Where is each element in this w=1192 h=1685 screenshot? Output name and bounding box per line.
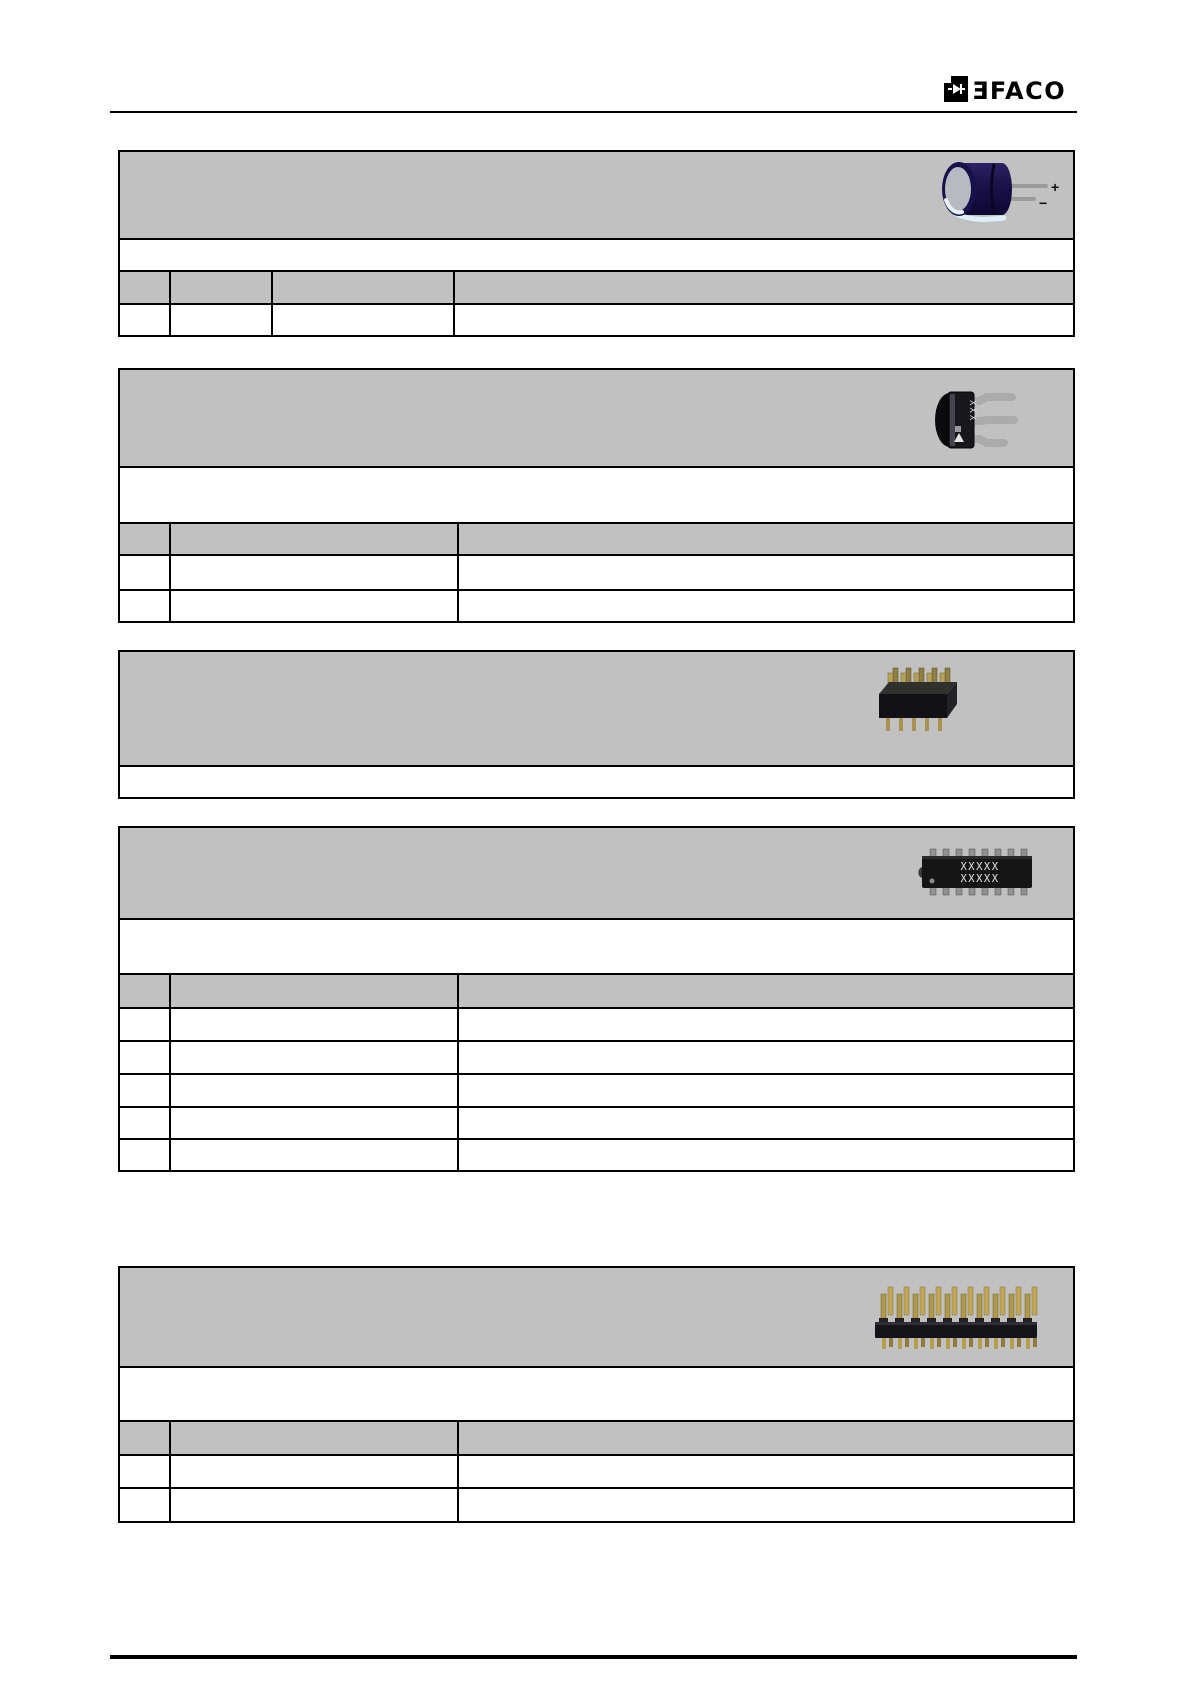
transistor-marking: XXX bbox=[967, 400, 977, 423]
component-image-cell bbox=[119, 651, 1074, 766]
ic-section bbox=[118, 826, 1075, 1172]
data-cell bbox=[119, 590, 170, 622]
data-cell bbox=[458, 1008, 1074, 1041]
data-cell bbox=[170, 555, 458, 590]
header-cell bbox=[170, 523, 458, 555]
description-row bbox=[119, 467, 1074, 523]
table-header-row bbox=[119, 271, 1074, 304]
pin-header-image bbox=[873, 1284, 1043, 1356]
to92-transistor-image bbox=[926, 384, 1021, 456]
header-cell bbox=[170, 974, 458, 1008]
data-cell bbox=[170, 1074, 458, 1107]
dip-ic-image bbox=[917, 843, 1037, 901]
ic-table bbox=[118, 826, 1075, 1172]
description-row bbox=[119, 919, 1074, 974]
image-row bbox=[119, 827, 1074, 919]
description-row bbox=[119, 1367, 1074, 1421]
data-cell bbox=[458, 1107, 1074, 1139]
data-cell bbox=[170, 590, 458, 622]
component-image-cell bbox=[119, 827, 1074, 919]
data-cell bbox=[458, 590, 1074, 622]
header-cell bbox=[170, 271, 272, 304]
data-cell bbox=[458, 1139, 1074, 1171]
data-cell bbox=[119, 1455, 170, 1488]
data-cell bbox=[119, 304, 170, 336]
table-row bbox=[119, 1455, 1074, 1488]
image-row bbox=[119, 1267, 1074, 1367]
befaco-logo bbox=[942, 74, 1074, 104]
data-cell bbox=[458, 1074, 1074, 1107]
box-header-table bbox=[118, 650, 1075, 799]
table-header-row bbox=[119, 1421, 1074, 1455]
image-row bbox=[119, 651, 1074, 766]
header-cell bbox=[119, 271, 170, 304]
table-row bbox=[119, 555, 1074, 590]
data-cell bbox=[119, 1008, 170, 1041]
header-cell bbox=[170, 1421, 458, 1455]
description-cell bbox=[119, 919, 1074, 974]
table-header-row bbox=[119, 974, 1074, 1008]
description-cell bbox=[119, 766, 1074, 798]
table-row bbox=[119, 1488, 1074, 1522]
table-row bbox=[119, 1041, 1074, 1074]
table-row bbox=[119, 1107, 1074, 1139]
idc-box-header-image bbox=[873, 662, 961, 740]
data-cell bbox=[170, 1041, 458, 1074]
electrolytic-capacitor-section bbox=[118, 150, 1075, 337]
description-cell bbox=[119, 467, 1074, 523]
data-cell bbox=[458, 555, 1074, 590]
header-cell bbox=[272, 271, 454, 304]
data-cell bbox=[119, 1107, 170, 1139]
data-cell bbox=[119, 555, 170, 590]
pin-header-section bbox=[118, 1266, 1075, 1523]
description-cell bbox=[119, 239, 1074, 271]
table-header-row bbox=[119, 523, 1074, 555]
table-row bbox=[119, 590, 1074, 622]
data-cell bbox=[170, 1139, 458, 1171]
data-cell bbox=[170, 1455, 458, 1488]
data-cell bbox=[119, 1074, 170, 1107]
data-cell bbox=[454, 304, 1074, 336]
logo-text: ƎFACO bbox=[972, 77, 1067, 104]
transistor-table bbox=[118, 368, 1075, 623]
header-cell bbox=[458, 974, 1074, 1008]
data-cell bbox=[458, 1488, 1074, 1522]
data-cell bbox=[119, 1139, 170, 1171]
box-header-section bbox=[118, 650, 1075, 799]
ic-marking-line2: XXXXX bbox=[960, 873, 1000, 885]
polarity-minus-label: − bbox=[1039, 195, 1048, 211]
data-cell bbox=[272, 304, 454, 336]
capacitor-table bbox=[118, 150, 1075, 337]
data-cell bbox=[170, 304, 272, 336]
table-row bbox=[119, 1139, 1074, 1171]
data-cell bbox=[119, 1041, 170, 1074]
header-cell bbox=[458, 523, 1074, 555]
pin-header-table bbox=[118, 1266, 1075, 1523]
header-cell bbox=[119, 974, 170, 1008]
image-row bbox=[119, 151, 1074, 239]
image-row bbox=[119, 369, 1074, 467]
header-cell bbox=[454, 271, 1074, 304]
header-cell bbox=[119, 523, 170, 555]
data-cell bbox=[170, 1008, 458, 1041]
data-cell bbox=[119, 1488, 170, 1522]
table-row bbox=[119, 1074, 1074, 1107]
table-row bbox=[119, 304, 1074, 336]
description-row bbox=[119, 766, 1074, 798]
polarity-plus-label: + bbox=[1051, 179, 1060, 195]
description-cell bbox=[119, 1367, 1074, 1421]
component-image-cell bbox=[119, 369, 1074, 467]
header-cell bbox=[119, 1421, 170, 1455]
data-cell bbox=[170, 1488, 458, 1522]
ic-marking-line1: XXXXX bbox=[960, 861, 1000, 873]
data-cell bbox=[458, 1455, 1074, 1488]
header-rule bbox=[110, 111, 1077, 113]
electrolytic-capacitor-image bbox=[932, 157, 1067, 223]
component-image-cell bbox=[119, 151, 1074, 239]
transistor-section bbox=[118, 368, 1075, 623]
description-row bbox=[119, 239, 1074, 271]
component-image-cell bbox=[119, 1267, 1074, 1367]
data-cell bbox=[170, 1107, 458, 1139]
footer-rule bbox=[110, 1655, 1077, 1659]
table-row bbox=[119, 1008, 1074, 1041]
data-cell bbox=[458, 1041, 1074, 1074]
header-cell bbox=[458, 1421, 1074, 1455]
